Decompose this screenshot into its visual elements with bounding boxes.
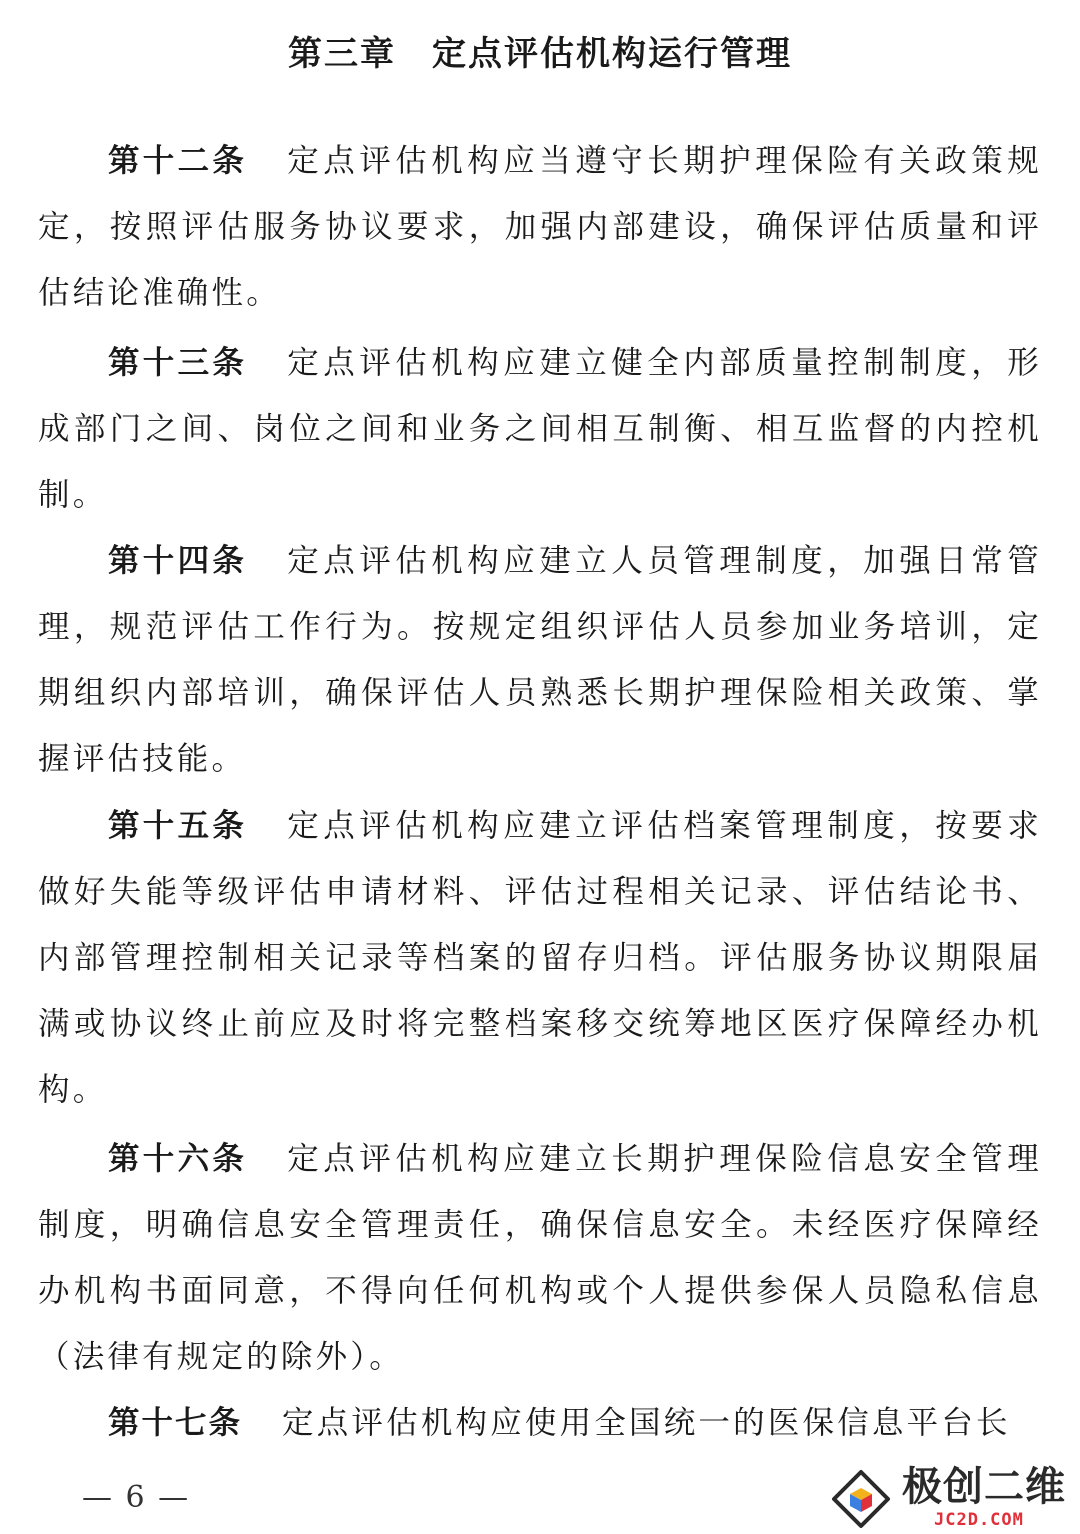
article-text: 定点评估机构应建立长期护理保险信息安全管理制度，明确信息安全管理责任，确保信息安全。未经医疗保障经办机构书面同意，不得向任何机构或个人提供参保人员隐私信息（法律有规定的除外）。 xyxy=(38,1141,1042,1375)
article-text: 定点评估机构应建立评估档案管理制度，按要求做好失能等级评估申请材料、评估过程相关记录、评估结论书、内部管理控制相关记录等档案的留存归档。评估服务协议期限届满或协议终止前应及时将完整档案移交统筹地区医疗保障经办机构。 xyxy=(38,808,1042,1108)
article-number: 第十三条 xyxy=(108,345,248,381)
article-number: 第十五条 xyxy=(108,808,248,844)
watermark-domain: JC2D.COM xyxy=(934,1510,1024,1530)
watermark-name: 极创二维 xyxy=(902,1464,1066,1510)
article-number: 第十二条 xyxy=(108,143,248,179)
watermark xyxy=(818,1462,1080,1534)
article-text: 定点评估机构应当遵守长期护理保险有关政策规定，按照评估服务协议要求，加强内部建设，确保评估质量和评估结论准确性。 xyxy=(38,143,1042,311)
chapter-title: 第三章 定点评估机构运行管理 xyxy=(288,34,792,74)
article-12 xyxy=(38,128,1042,326)
article-number: 第十六条 xyxy=(108,1141,248,1177)
article-text: 定点评估机构应建立健全内部质量控制制度，形成部门之间、岗位之间和业务之间相互制衡、相互监督的内控机制。 xyxy=(38,345,1042,513)
article-16 xyxy=(38,1126,1042,1390)
page-number: — 6 — xyxy=(82,1480,191,1515)
article-text: 定点评估机构应使用全国统一的医保信息平台长 xyxy=(282,1405,1011,1441)
article-14 xyxy=(38,528,1042,792)
cube-logo-icon xyxy=(830,1468,892,1530)
article-number: 第十七条 xyxy=(108,1405,243,1441)
article-text: 定点评估机构应建立人员管理制度，加强日常管理，规范评估工作行为。按规定组织评估人员参加业务培训，定期组织内部培训，确保评估人员熟悉长期护理保险相关政策、掌握评估技能。 xyxy=(38,543,1042,777)
article-15 xyxy=(38,793,1042,1123)
article-number: 第十四条 xyxy=(108,543,248,579)
article-13 xyxy=(38,330,1042,528)
article-17 xyxy=(38,1390,1042,1456)
